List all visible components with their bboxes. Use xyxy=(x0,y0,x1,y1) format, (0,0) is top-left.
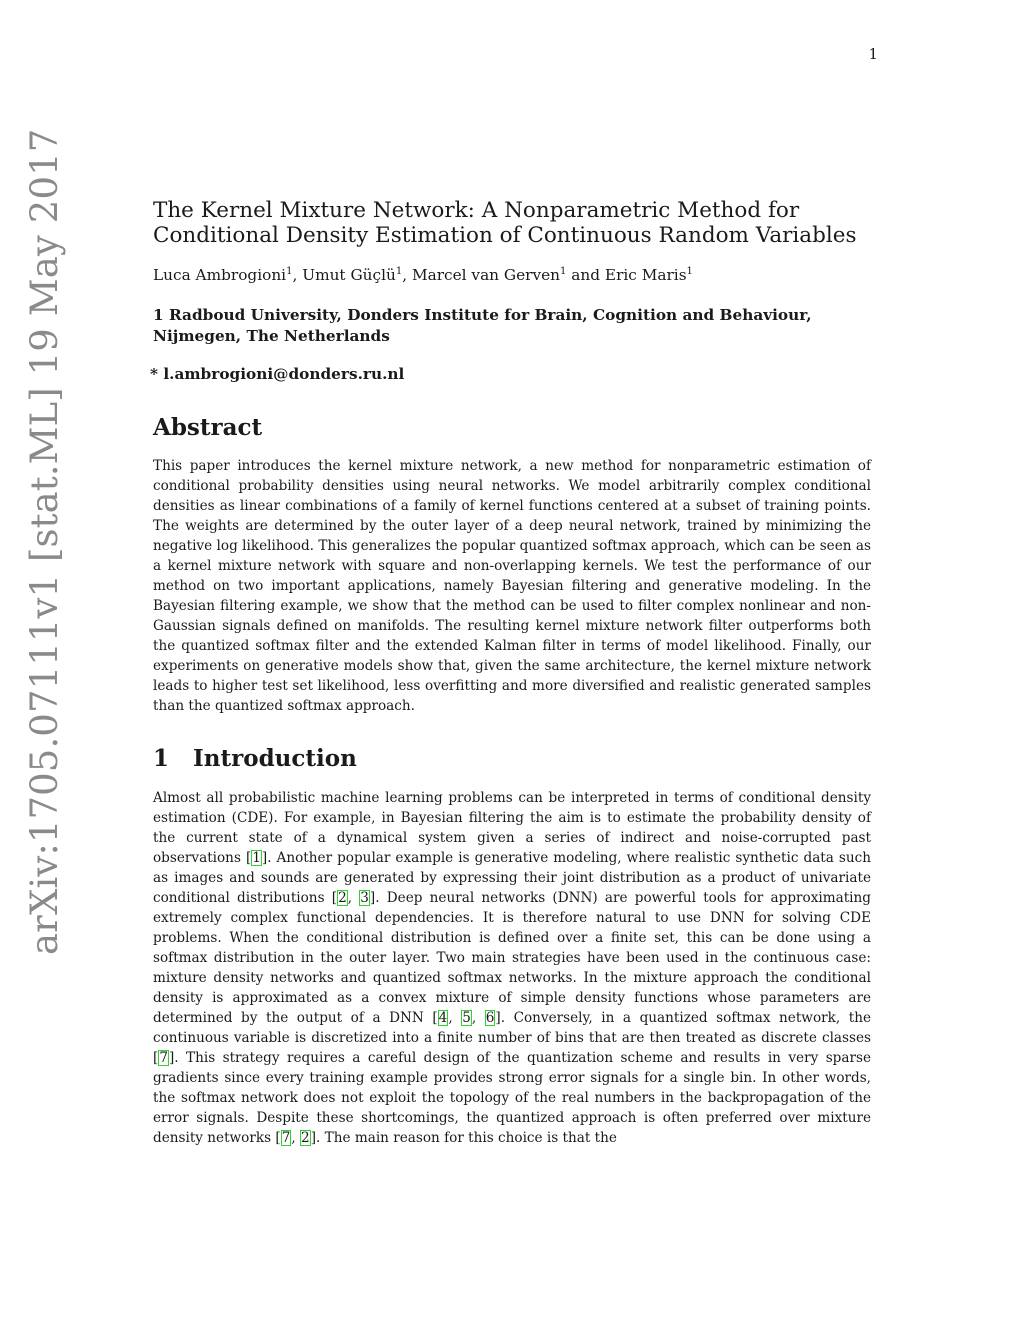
section-title: Introduction xyxy=(193,745,357,772)
author: Marcel van Gerven xyxy=(411,266,561,284)
author-affiliation-mark: 1 xyxy=(286,266,293,277)
citation-link[interactable]: 6 xyxy=(485,1010,495,1026)
author-separator: , xyxy=(292,266,303,284)
citation-link[interactable]: 2 xyxy=(301,1130,310,1146)
author-affiliation-mark: 1 xyxy=(560,266,567,277)
citation-link[interactable]: 2 xyxy=(338,890,347,906)
author: Luca Ambrogioni xyxy=(153,266,287,284)
citation-link[interactable]: 3 xyxy=(360,890,369,906)
body-text-segment: ]. This strategy requires a careful design of the quantization scheme and results in very sparse gradients since every training example provides strong error signals for a single bin. In other words, the softmax network does not exploit the topology of the real numbers in the backpropagation of the error signals. Despite these shortcomings, the quantized approach is often preferred over mixture density networks [ xyxy=(153,1050,871,1146)
body-text-segment: , xyxy=(448,1010,462,1026)
author-affiliation-mark: 1 xyxy=(395,266,403,277)
title-line-2: Conditional Density Estimation of Continuous Random Variables xyxy=(153,223,857,248)
section-number: 1 xyxy=(153,745,170,772)
body-text-segment: ]. Another popular example is generative modeling, where realistic synthetic data such as images and sounds are generated by expressing their joint distribution as a product of univariate conditional distributions [ xyxy=(153,850,871,906)
author-list xyxy=(153,264,873,286)
abstract-text: This paper introduces the kernel mixture network, a new method for nonparametric estimation of conditional probability densities using neural networks. We model arbitrarily complex conditional densities as linear combinations of a family of kernel functions centered at a subset of training points. The weights are determined by the outer layer of a deep neural network, trained by minimizing the negative log likelihood. This generalizes the popular quantized softmax approach, which can be seen as a kernel mixture network with square and non-overlapping kernels. We test the performance of our method on two important applications, namely Bayesian filtering and generative modeling. In the Bayesian filtering example, we show that the method can be used to filter complex nonlinear and non-Gaussian signals defined on manifolds. The resulting kernel mixture network filter outperforms both the quantized softmax filter and the extended Kalman filter in terms of model likelihood. Finally, our experiments on generative models show that, given the same architecture, the kernel mixture network leads to higher test set likelihood, less overfitting and more diversified and realistic generated samples than the quantized softmax approach. xyxy=(153,458,871,714)
author-separator: , xyxy=(402,266,412,284)
citation-link[interactable]: 4 xyxy=(438,1010,448,1026)
author: Eric Maris xyxy=(604,266,687,284)
affiliation-line-2: Nijmegen, The Netherlands xyxy=(153,327,390,345)
affiliation-line-1: 1 Radboud University, Donders Institute for Brain, Cognition and Behaviour, xyxy=(153,306,812,324)
body-text-segment: , xyxy=(471,1010,485,1026)
citation-link[interactable]: 7 xyxy=(281,1130,291,1146)
page-number: 1 xyxy=(868,45,878,63)
citation-link[interactable]: 7 xyxy=(159,1050,168,1066)
affiliation xyxy=(153,305,873,347)
author-separator: and xyxy=(566,266,605,284)
citation-link[interactable]: 1 xyxy=(252,850,261,866)
corresponding-email: * l.ambrogioni@donders.ru.nl xyxy=(150,365,405,383)
body-text-segment: , xyxy=(291,1130,301,1146)
arxiv-identifier-stamp: arXiv:1705.07111v1 [stat.ML] 19 May 2017 xyxy=(23,128,66,955)
body-text-segment: Almost all probabilistic machine learning problems can be interpreted in terms of conditional density estimation (CDE). For example, in Bayesian filtering the aim is to estimate the probability density of the current state of a dynamical system given a series of indirect and noise-corrupted past observations [ xyxy=(153,790,871,866)
author-affiliation-mark: 1 xyxy=(686,266,693,277)
author: Umut Güçlü xyxy=(302,266,396,284)
paper-title xyxy=(153,198,873,248)
body-text-segment: ]. Conversely, in a quantized softmax network, the continuous variable is discretized into a finite number of bins that are then treated as discrete classes [ xyxy=(153,1010,871,1066)
introduction-heading xyxy=(153,744,357,774)
body-text-segment: ]. Deep neural networks (DNN) are powerful tools for approximating extremely complex functional dependencies. It is therefore natural to use DNN for solving CDE problems. When the conditional distribution is defined over a finite set, this can be done using a softmax distribution in the outer layer. Two main strategies have been used in the continuous case: mixture density networks and quantized softmax networks. In the mixture approach the conditional density is approximated as a convex mixture of simple density functions whose parameters are determined by the output of a DNN [ xyxy=(153,890,871,1026)
body-text-segment: ]. The main reason for this choice is that the xyxy=(310,1130,617,1146)
citation-link[interactable]: 5 xyxy=(462,1010,471,1026)
introduction-text xyxy=(153,788,871,1148)
abstract-heading: Abstract xyxy=(153,414,263,441)
body-text-segment: , xyxy=(347,890,360,906)
title-line-1: The Kernel Mixture Network: A Nonparametric Method for xyxy=(153,198,800,223)
